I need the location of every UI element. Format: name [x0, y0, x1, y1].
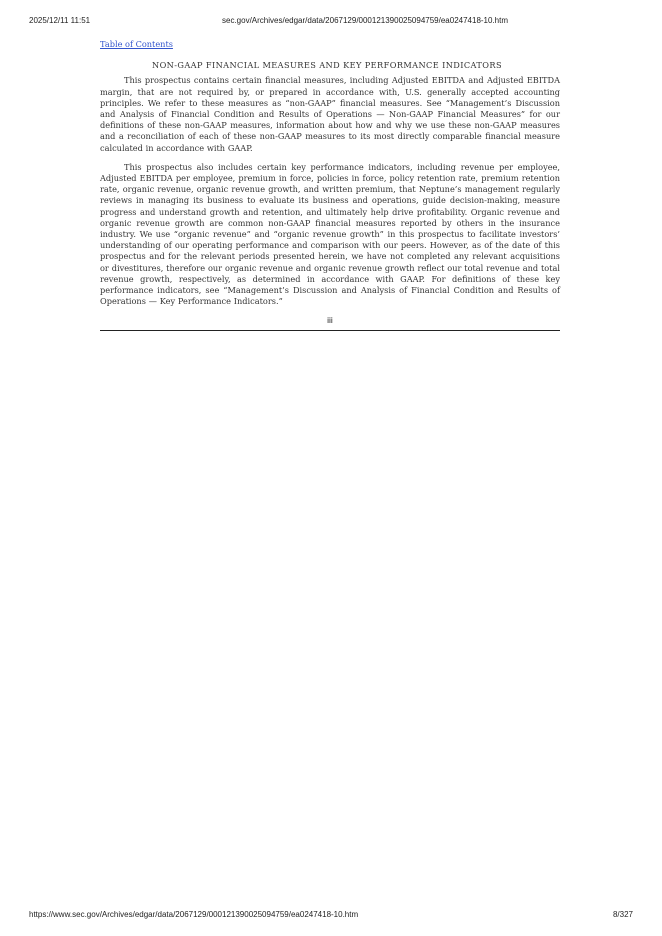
- print-page-count: 8/327: [612, 910, 633, 919]
- paragraph-kpi: This prospectus also includes certain key performance indicators, including revenue per employee, Adjusted EBITDA per employee, premium in force, policies in force, policy retention rate, premium retention rate, organic revenue, organic revenue growth, and written premium, that Neptune’s management regularly reviews in managing its business to evaluate its business and operations, guide decision-making, measure progress and understand growth and retention, and ultimately help drive profitability. Organic revenue and organic revenue growth are common non-GAAP financial measures reported by others in the insurance industry. We use “organic revenue” and “organic revenue growth” in this prospectus to facilitate investors’ understanding of our operating performance and comparison with our peers. However, as of the date of this prospectus and for the relevant periods presented herein, we have not completed any relevant acquisitions or divestitures, therefore our organic revenue and organic revenue growth reflect our total revenue and total revenue growth, respectively, as determined in accordance with GAAP. For definitions of these key performance indicators, see “Management’s Discussion and Analysis of Financial Condition and Results of Operations — Key Performance Indicators.”: [100, 161, 560, 307]
- document-body: [100, 39, 560, 331]
- page-number: iii: [327, 315, 333, 326]
- paragraph-non-gaap: This prospectus contains certain financial measures, including Adjusted EBITDA and Adjusted EBITDA margin, that are not required by, or prepared in accordance with, U.S. generally accepted accounting principles. We refer to these measures as “non-GAAP” financial measures. See “Management’s Discussion and Analysis of Financial Condition and Results of Operations — Non-GAAP Financial Measures” for our definitions of these non-GAAP measures, information about how and why we use these non-GAAP measures and a reconciliation of each of these non-GAAP measures to its most directly comparable financial measure calculated in accordance with GAAP.: [100, 75, 560, 153]
- page-divider: [100, 330, 560, 331]
- print-header-url: sec.gov/Archives/edgar/data/2067129/000121390025094759/ea0247418-10.htm: [222, 16, 509, 25]
- print-footer-url: https://www.sec.gov/Archives/edgar/data/2067129/000121390025094759/ea0247418-10.htm: [29, 910, 359, 919]
- table-of-contents-link[interactable]: Table of Contents: [100, 39, 173, 49]
- print-datetime: 2025/12/11 11:51: [29, 16, 91, 25]
- section-title: NON-GAAP FINANCIAL MEASURES AND KEY PERFORMANCE INDICATORS: [152, 60, 502, 71]
- print-footer: [29, 910, 633, 922]
- print-header: [29, 16, 633, 28]
